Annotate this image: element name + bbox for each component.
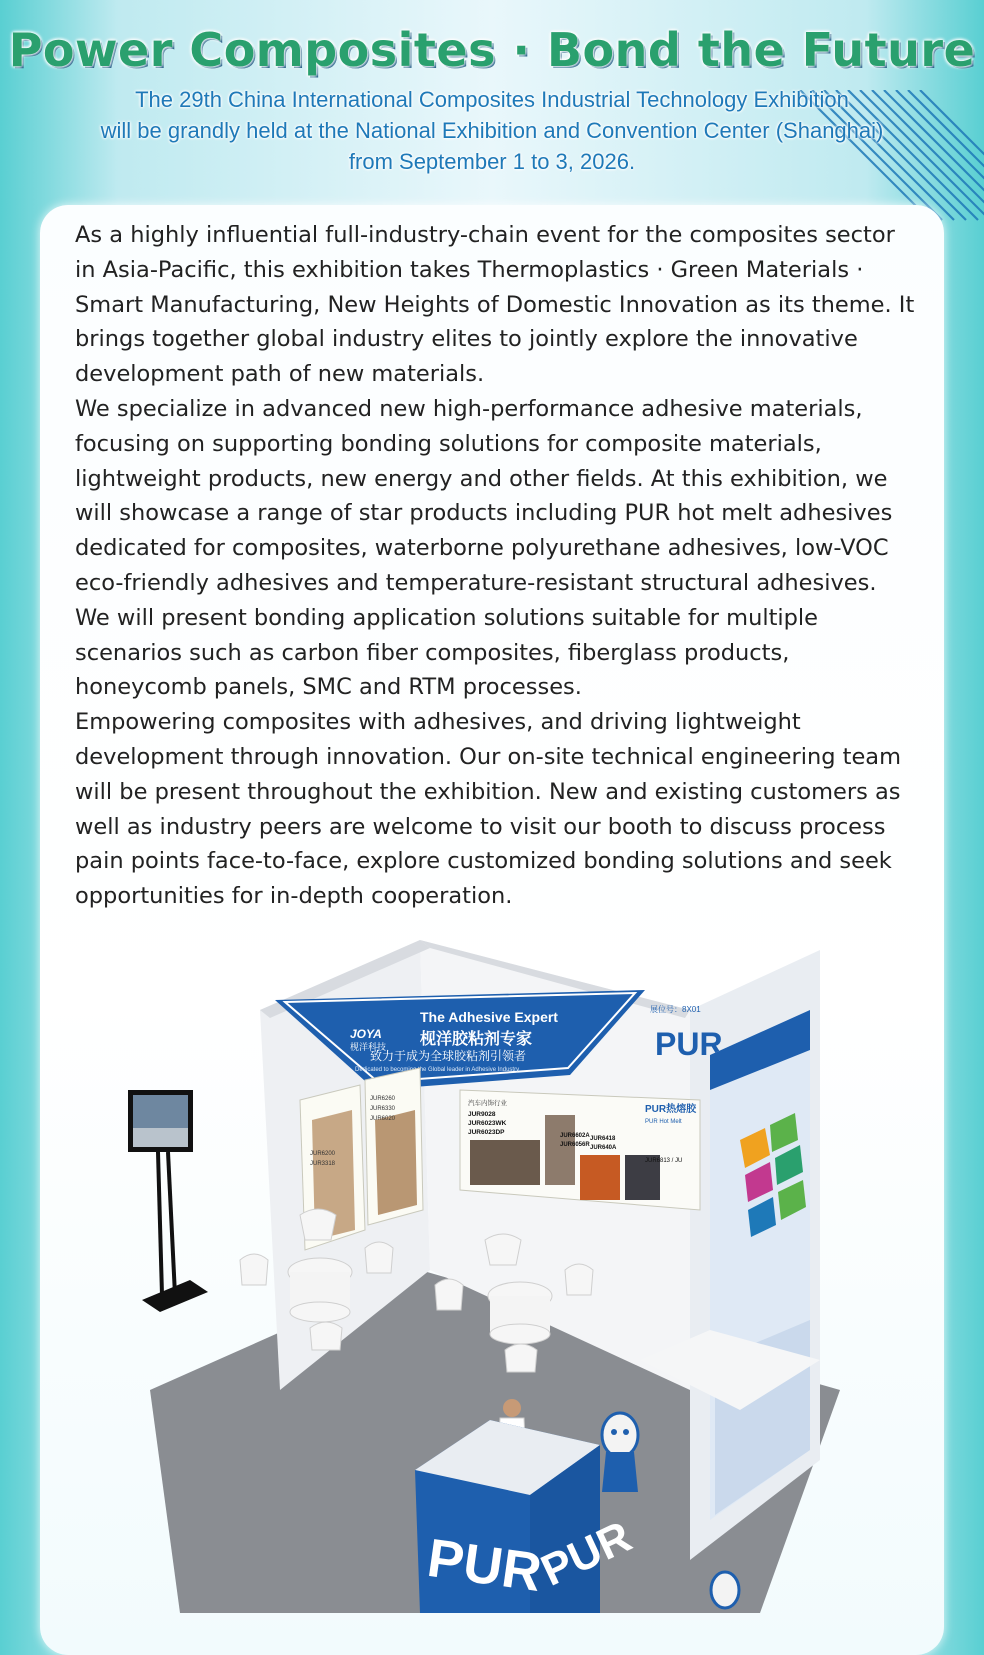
banner-cn-text: 枧洋胶粘剂专家 xyxy=(420,1031,533,1048)
textile-code-3: JUR6056R xyxy=(560,1142,590,1148)
subtitle-line-2: will be grandly held at the National Exhibition and Convention Center (Shanghai) xyxy=(100,118,884,143)
page-title: Power Composites · Bond the Future xyxy=(8,23,976,77)
counter-pur-label: PUR xyxy=(423,1527,546,1604)
pur-panel-sub: PUR Hot Melt xyxy=(645,1119,682,1125)
subtitle-line-1: The 29th China International Composites Industrial Technology Exhibition xyxy=(135,87,849,112)
booth-rendering xyxy=(120,940,840,1613)
monitor-stand xyxy=(128,1090,208,1312)
auto-code-3: JUR6023DP xyxy=(468,1129,505,1136)
body-text xyxy=(75,218,915,914)
subtitle-line-3: from September 1 to 3, 2026. xyxy=(348,149,636,174)
right-panel-code: JUR6813 / JU xyxy=(645,1158,683,1164)
poster-left-codes-1: JUR6200 xyxy=(310,1151,336,1157)
banner-slogan-cn: 致力于成为全球胶粘剂引领者 xyxy=(370,1049,527,1063)
header xyxy=(0,18,984,177)
auto-code-2: JUR6023WK xyxy=(468,1120,507,1127)
paragraph-invitation: Empowering composites with adhesives, and driving lightweight development through innovation. Our on-site technical engineering team will be present throughout the exhibition. New and existing customers as well as industry peers are welcome to visit our booth to discuss process pain points face-to-face, explore customized bonding solutions and seek opportunities for in-depth cooperation. xyxy=(75,709,902,910)
poster-mid-code-2: JUR6330 xyxy=(370,1106,396,1112)
banner-slogan-en: Dedicated to becoming the Global leader in Adhesive Industry xyxy=(355,1067,520,1073)
textile-code-4: JUR640A xyxy=(590,1145,617,1151)
auto-code-1: JUR9028 xyxy=(468,1111,496,1118)
brand-cn-text: 枧洋科技 xyxy=(350,1042,387,1052)
paragraph-intro: As a highly influential full-industry-chain event for the composites sector in Asia-Pacific, this exhibition takes Thermoplastics · Green Materials · Smart Manufacturing, New Heights of Domestic Innovation as its theme. It brings together global industry elites to jointly explore the innovative development path of new materials. xyxy=(75,222,915,388)
banner-en-text: The Adhesive Expert xyxy=(420,1009,558,1025)
auto-panel-title: 汽车内饰行业 xyxy=(468,1100,507,1107)
pur-panel-label: PUR热熔胶 xyxy=(645,1104,697,1115)
booth-number: 展位号：8X01 xyxy=(650,1005,701,1014)
brand-logo-text: JOYA xyxy=(350,1027,382,1041)
poster-mid-code-3: JUR6020 xyxy=(370,1116,396,1122)
paragraph-products: We specialize in advanced new high-performance adhesive materials, focusing on supporting bonding solutions for composite materials, lightweight products, new energy and other fields. At this exhibition, we will showcase a range of star products including PUR hot melt adhesives dedicated for composites, waterborne polyurethane adhesives, low-VOC eco-friendly adhesives and temperature-resistant structural adhesives. We will present bonding application solutions suitable for multiple scenarios such as carbon fiber composites, fiberglass products, honeycomb panels, SMC and RTM processes. xyxy=(75,395,893,701)
wall-pur-label: PUR xyxy=(655,1026,723,1062)
poster-left-codes-2: JUR3318 xyxy=(310,1161,336,1167)
textile-code-2: JUR6418 xyxy=(590,1136,616,1142)
mascot-figure xyxy=(602,1413,638,1492)
counter-pur-label-2: PUR xyxy=(533,1511,639,1596)
textile-code-1: JUR6602A xyxy=(560,1133,590,1139)
poster-mid-code-1: JUR6260 xyxy=(370,1096,396,1102)
mascot-figure-2 xyxy=(711,1572,739,1608)
